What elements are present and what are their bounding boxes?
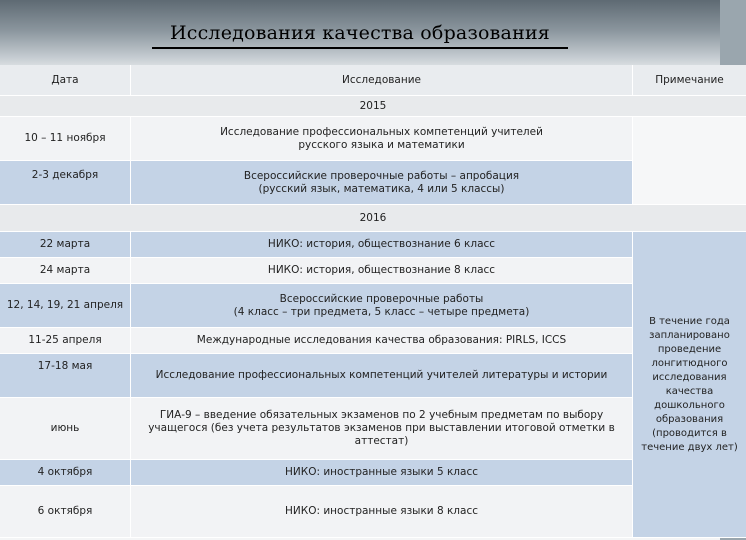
study-line: русского языка и математики	[298, 138, 465, 151]
row-study: Исследование профессиональных компетенций учителей литературы и истории	[131, 354, 633, 398]
year-row-2015	[0, 96, 746, 117]
study-line: (русский язык, математика, 4 или 5 классы)	[258, 182, 505, 195]
row-date: 6 октября	[0, 486, 131, 538]
row-date: 24 марта	[0, 258, 131, 284]
row-study	[131, 284, 633, 328]
row-study: НИКО: история, обществознание 8 класс	[131, 258, 633, 284]
year-label: 2015	[0, 96, 746, 117]
row-date: июнь	[0, 398, 131, 460]
row-study: НИКО: иностранные языки 5 класс	[131, 460, 633, 486]
row-date: 22 марта	[0, 232, 131, 258]
row-date: 4 октября	[0, 460, 131, 486]
study-line: (4 класс – три предмета, 5 класс – четыре предмета)	[233, 305, 530, 318]
header-study: Исследование	[131, 65, 633, 96]
title-underline	[152, 47, 568, 49]
study-line: ГИА-9 – введение обязательных экзаменов по 2 учебным предметам по выбору	[159, 409, 604, 421]
schedule-table	[0, 65, 746, 538]
study-line: учащегося (без учета результатов экзаменов при выставлении итоговой отметки в	[148, 422, 615, 434]
table-row	[0, 232, 746, 258]
note-cell-2015	[633, 117, 746, 205]
study-line: Исследование профессиональных компетенций учителей	[220, 125, 543, 138]
header-date: Дата	[0, 65, 131, 96]
slide-title: Исследования качества образования	[169, 22, 550, 44]
row-study	[131, 398, 633, 460]
row-date: 12, 14, 19, 21 апреля	[0, 284, 131, 328]
row-study	[131, 117, 633, 161]
row-date: 10 – 11 ноября	[0, 117, 131, 161]
header-note: Примечание	[633, 65, 746, 96]
row-date: 17-18 мая	[0, 354, 131, 398]
study-line: аттестат)	[354, 435, 409, 447]
year-row-2016	[0, 205, 746, 232]
row-date: 2-3 декабря	[0, 161, 131, 205]
row-study	[131, 161, 633, 205]
header-row	[0, 65, 746, 96]
row-study: Международные исследования качества образования: PIRLS, ICCS	[131, 328, 633, 354]
row-study: НИКО: иностранные языки 8 класс	[131, 486, 633, 538]
table-row	[0, 117, 746, 161]
row-study: НИКО: история, обществознание 6 класс	[131, 232, 633, 258]
year-label: 2016	[0, 205, 746, 232]
row-date: 11-25 апреля	[0, 328, 131, 354]
study-line: Всероссийские проверочные работы	[279, 292, 484, 305]
study-line: Всероссийские проверочные работы – апробация	[243, 169, 520, 182]
note-cell-2016: В течение года запланировано проведение лонгитюдного исследования качества дошкольного образования (проводится в течение двух лет)	[633, 232, 746, 538]
